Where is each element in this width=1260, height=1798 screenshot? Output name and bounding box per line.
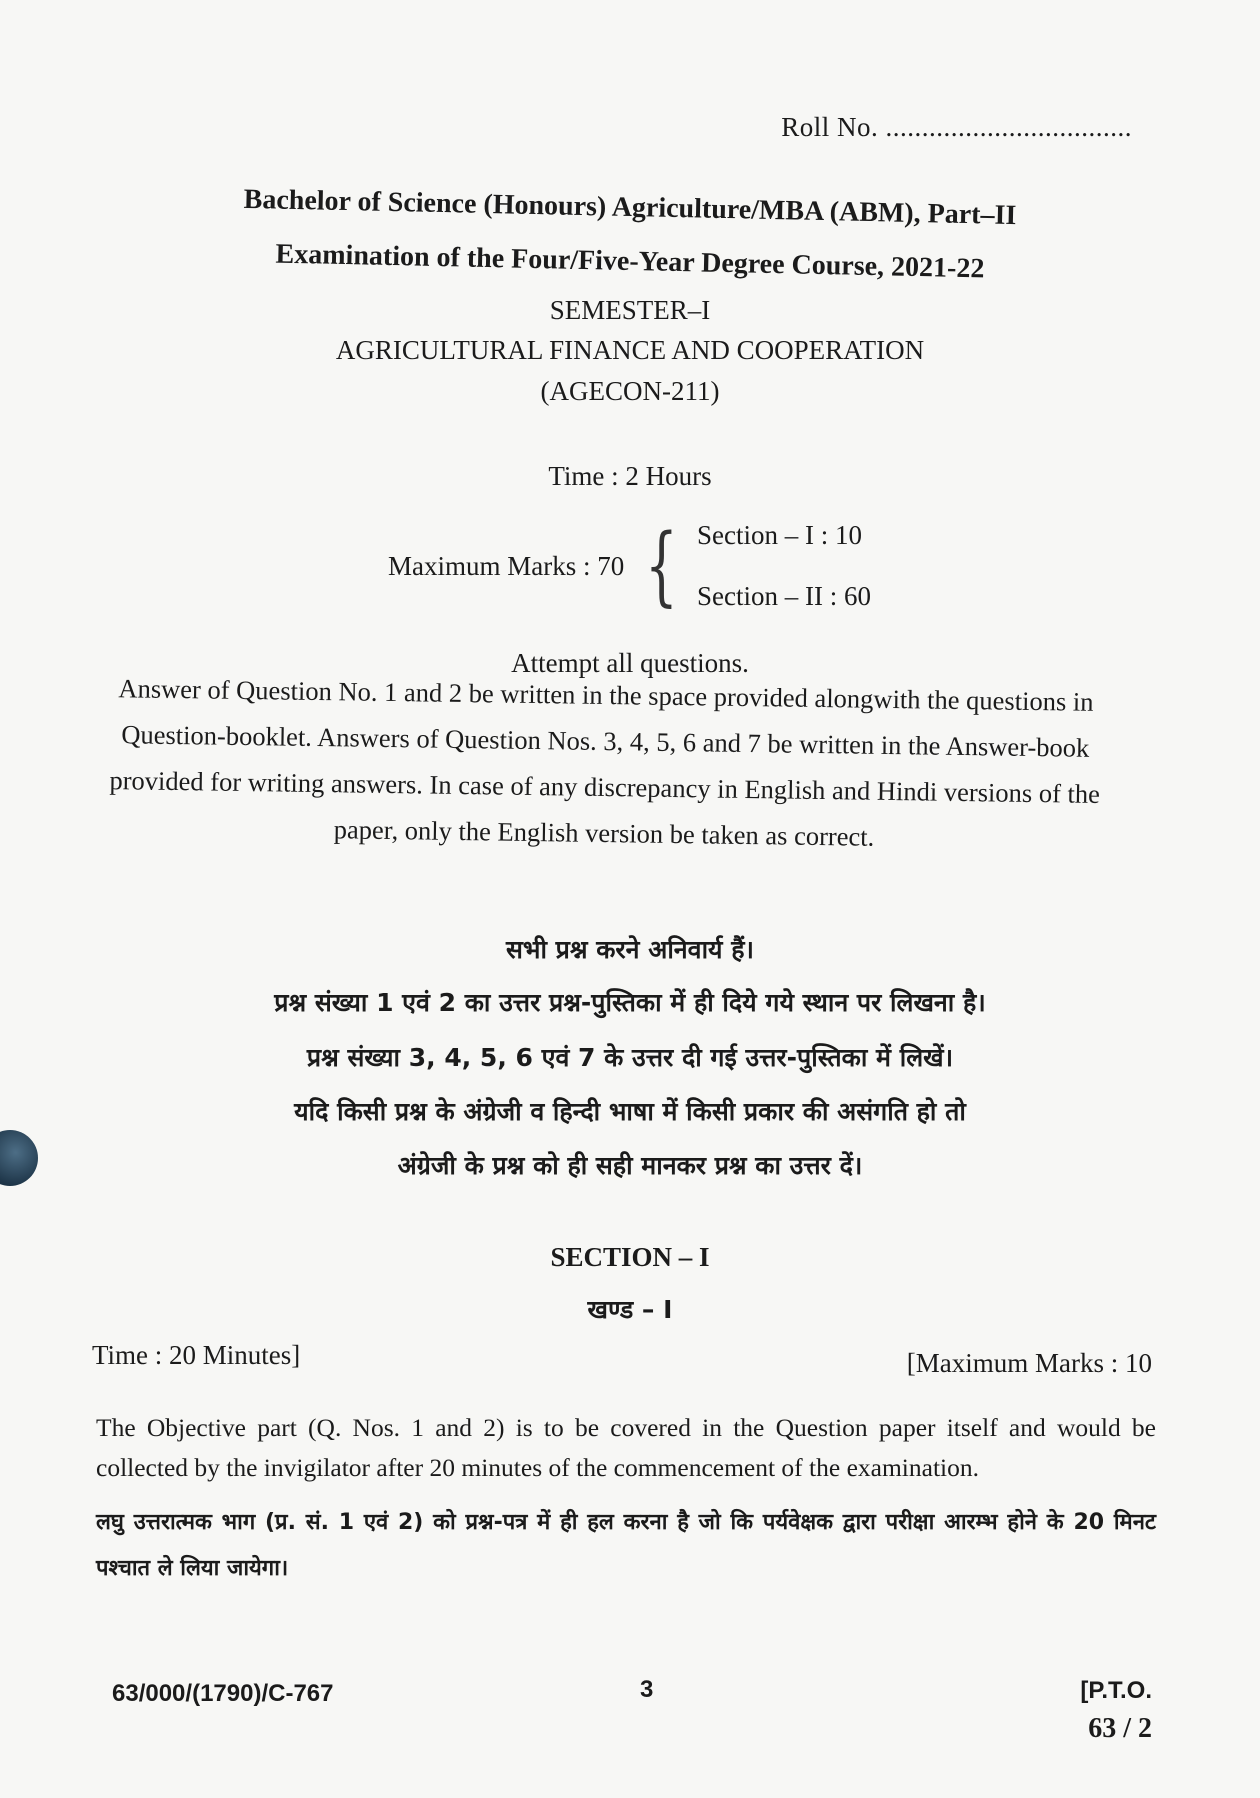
section-time: Time : 20 Minutes] <box>92 1340 301 1370</box>
roll-number: Roll No. .................................. <box>781 112 1132 142</box>
punch-hole <box>0 1130 38 1186</box>
hindi-instruction-3: प्रश्न संख्या 3, 4, 5, 6 एवं 7 के उत्तर दी गई उत्तर-पुस्तिका में लिखें। <box>306 1043 954 1072</box>
hindi-instruction-5: अंग्रेजी के प्रश्न को ही सही मानकर प्रश्न का उत्तर दें। <box>397 1151 863 1180</box>
subject-code: (AGECON-211) <box>540 376 720 406</box>
english-instructions: Answer of Question No. 1 and 2 be written in the space provided alongwith the questions in Question-booklet. Answers of Question Nos. 3, 4, 5, 6 and 7 be written in the Answer-book provided for writing answers. In case of any discrepancy in English and Hindi versions of the paper, only the English version be taken as correct. <box>109 673 1101 852</box>
pto-label: [P.T.O. <box>1080 1677 1152 1704</box>
section-title: SECTION – I <box>550 1242 710 1272</box>
exam-time: Time : 2 Hours <box>548 461 712 491</box>
hindi-instruction-4: यदि किसी प्रश्न के अंग्रेजी व हिन्दी भाषा में किसी प्रकार की असंगति हो तो <box>294 1097 966 1126</box>
max-marks-label: Maximum Marks : 70 <box>388 550 625 581</box>
hindi-instruction-1: सभी प्रश्न करने अनिवार्य हैं। <box>505 935 755 964</box>
section-2-marks: Section – II : 60 <box>696 581 871 611</box>
footer-right <box>1080 1672 1152 1748</box>
course-title: Bachelor of Science (Honours) Agriculture/MBA (ABM), Part–II <box>243 183 1017 232</box>
attempt-instruction: Attempt all questions. <box>511 648 749 678</box>
section-marks <box>697 520 871 612</box>
brace-icon: { <box>645 516 679 616</box>
hindi-instruction-2: प्रश्न संख्या 1 एवं 2 का उत्तर प्रश्न-पुस्तिका में ही दिये गये स्थान पर लिखना है। <box>274 988 986 1017</box>
objective-note-hindi: लघु उत्तरात्मक भाग (प्र. सं. 1 एवं 2) को प्रश्न-पत्र में ही हल करना है जो कि पर्यवेक्षक द्वारा परीक्षा आरम्भ होने के 20 मिनट पश्चात ले लिया जायेगा। <box>96 1510 1156 1581</box>
exam-title: Examination of the Four/Five-Year Degree Course, 2021-22 <box>275 238 985 285</box>
maximum-marks <box>388 516 871 616</box>
paper-code: 63/000/(1790)/C-767 <box>112 1680 334 1707</box>
section-time-marks <box>92 1340 1152 1379</box>
paper-code-short: 63 / 2 <box>1088 1713 1152 1744</box>
section-max-marks: [Maximum Marks : 10 <box>906 1348 1152 1378</box>
subject-name: AGRICULTURAL FINANCE AND COOPERATION <box>335 335 925 365</box>
page-number: 3 <box>640 1676 654 1703</box>
section-title-hindi: खण्ड – I <box>587 1295 673 1324</box>
section-1-marks: Section – I : 10 <box>696 520 862 550</box>
semester: SEMESTER–I <box>549 295 711 325</box>
objective-note-english: The Objective part (Q. Nos. 1 and 2) is to be covered in the Question paper itself and would be collected by the invigilator after 20 minutes of the commencement of the examination. <box>96 1413 1156 1482</box>
